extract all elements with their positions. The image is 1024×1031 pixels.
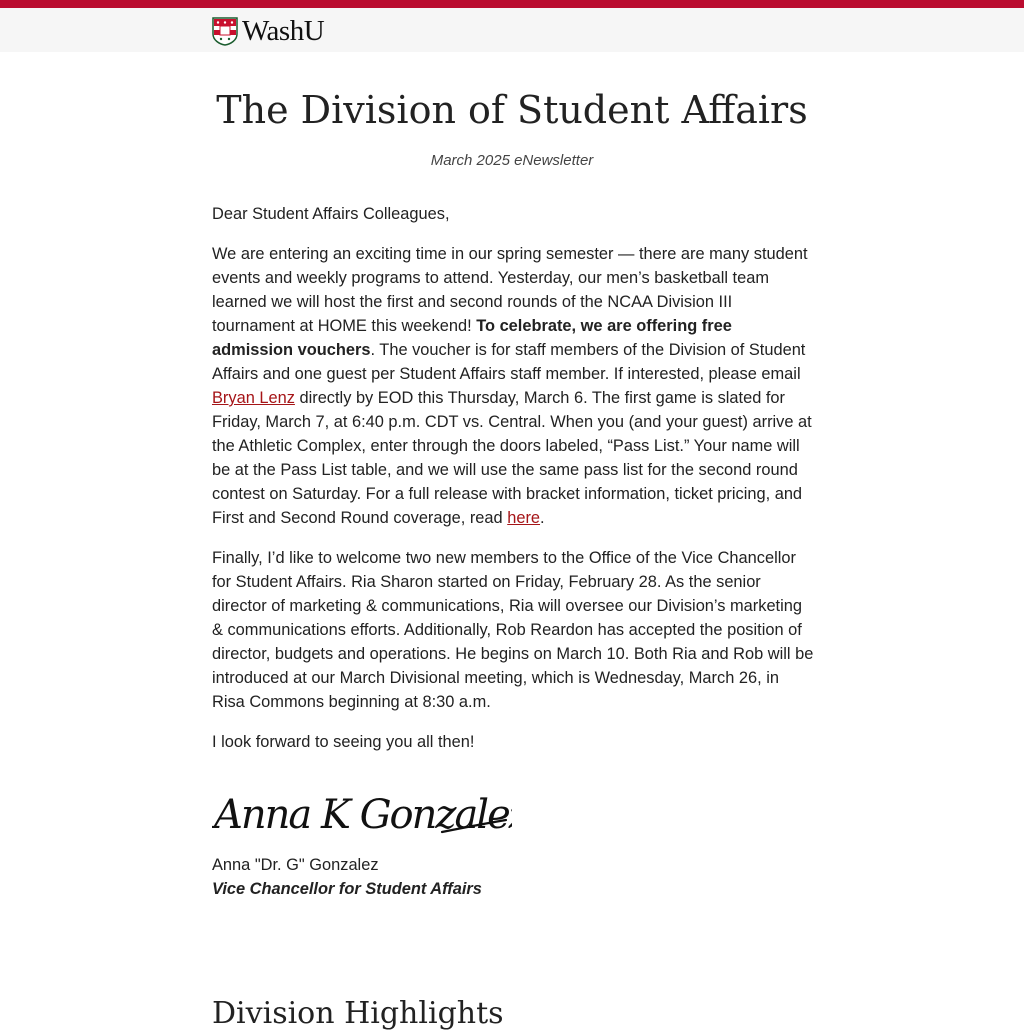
signature-image bbox=[212, 786, 512, 846]
email-link-bryan-lenz[interactable]: Bryan Lenz bbox=[212, 389, 295, 407]
logo-text: WashU bbox=[242, 15, 325, 47]
section-heading-division-highlights: Division Highlights bbox=[212, 996, 504, 1031]
paragraph-new-members: Finally, I’d like to welcome two new members to the Office of the Vice Chancellor for Student Affairs. Ria Sharon started on Friday, February 28. As the senior director of marketing & communications, Ria will oversee our Division’s marketing & communications efforts. Additionally, Rob Reardon has accepted the position of director, budgets and operations. He begins on March 10. Both Ria and Rob will be introduced at our March Divisional meeting, which is Wednesday, March 26, in Risa Commons beginning at 8:30 a.m. bbox=[212, 549, 814, 711]
signer-role: Vice Chancellor for Student Affairs bbox=[212, 880, 482, 898]
signer-name: Anna "Dr. G" Gonzalez bbox=[212, 856, 379, 874]
read-here-link[interactable]: here bbox=[507, 509, 541, 527]
text: directly by EOD this Thursday, March 6. The first game is slated for Friday, March 7, at 6:40 p.m. CDT vs. Central. When you (and your guest) arrive at the Athletic Complex, enter through the doors labeled, “Pass List.” Your name will be at the Pass List table, and we will use the same pass list for the second round contest on Saturday. For a full release with bracket information, ticket pricing, and First and Second Round coverage, read bbox=[212, 389, 812, 527]
paragraph-closing: I look forward to seeing you all then! bbox=[212, 733, 475, 751]
letter-body bbox=[212, 202, 814, 901]
newsletter-subtitle: March 2025 eNewsletter bbox=[430, 152, 594, 169]
washu-logo[interactable] bbox=[212, 16, 324, 46]
page-title: The Division of Student Affairs bbox=[216, 88, 808, 132]
signature-block bbox=[212, 786, 814, 901]
text: . The voucher is for staff members of the Division of Student Affairs and one guest per Student Affairs staff member. If interested, please email bbox=[212, 341, 806, 383]
text: We are entering an exciting time in our spring semester — there are many student events and weekly programs to attend. Yesterday, our men’s basketball team learned we will host the first and second rounds of the NCAA Division III tournament at HOME this weekend! bbox=[212, 245, 808, 335]
greeting: Dear Student Affairs Colleagues, bbox=[212, 205, 450, 223]
shield-icon bbox=[212, 17, 238, 46]
top-accent-bar bbox=[0, 0, 1024, 8]
signature-handwriting: Anna K Gonzalez bbox=[214, 792, 512, 838]
paragraph-basketball bbox=[212, 242, 814, 530]
bold-text: To celebrate, we are offering free admission vouchers bbox=[212, 317, 732, 359]
site-header bbox=[0, 8, 1024, 52]
text: . bbox=[540, 509, 545, 527]
